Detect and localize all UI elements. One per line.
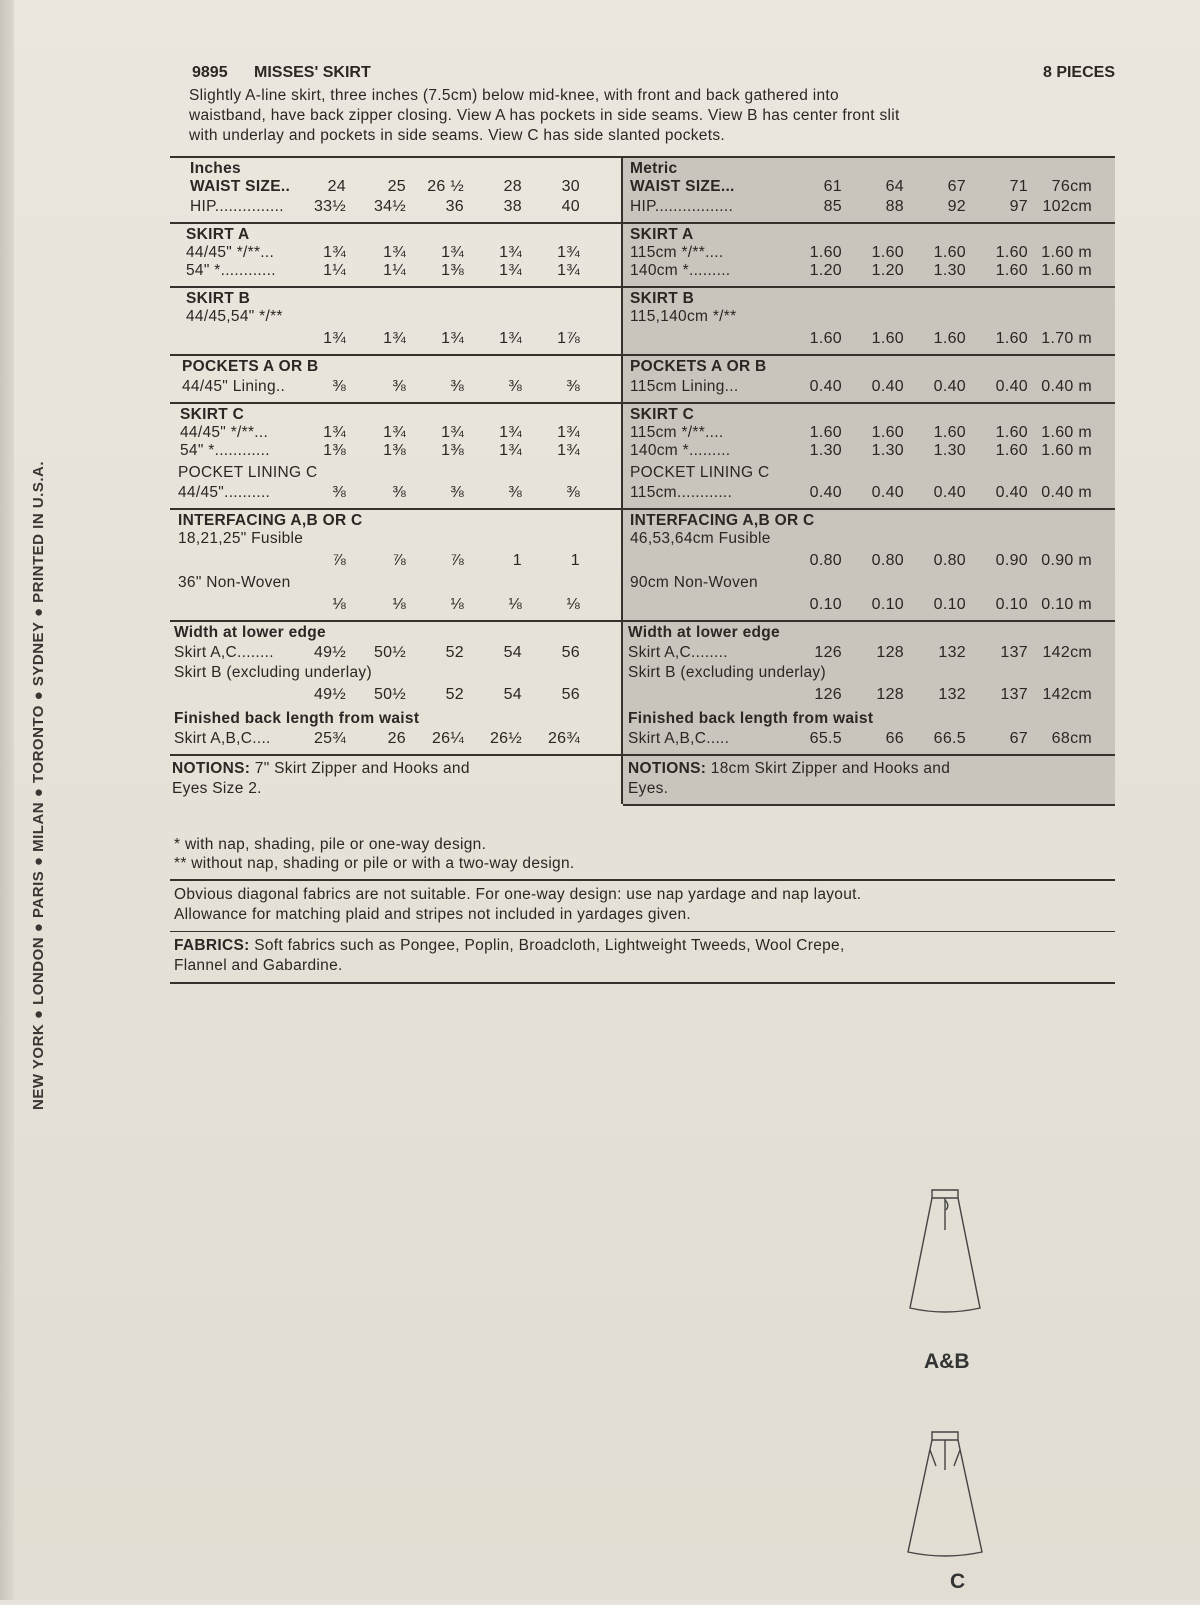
width-b-value: 52 [445, 686, 464, 703]
metric-width-ac-value: 137 [1000, 644, 1028, 661]
table-rule [170, 222, 1115, 224]
table-rule [170, 156, 1115, 158]
metric-skirt-c-value: 1.60 [995, 424, 1028, 441]
metric-skirt-a-value: 1.60 [933, 244, 966, 261]
metric-skirt-b-label: 115,140cm */** [630, 308, 737, 325]
metric-skirt-c-value: 1.60 [995, 442, 1028, 459]
header-row [170, 62, 1115, 86]
width-ac-value: 49½ [313, 644, 346, 661]
pattern-number: 9895 [192, 64, 228, 81]
metric-width-ac-label: Skirt A,C........ [628, 644, 728, 661]
metric-skirt-c-value: 1.60 m [1041, 424, 1092, 441]
metric-interfacing-fusible-value: 0.80 [933, 552, 966, 569]
pocket-lining-c-value: ⅜ [332, 484, 346, 501]
divider [170, 879, 1115, 881]
metric-skirt-a-value: 1.30 [933, 262, 966, 279]
metric-pocket-lining-c-value: 0.40 [809, 484, 842, 501]
inches-waist-value: 28 [503, 178, 522, 195]
metric-interfacing-fusible-value: 0.80 [809, 552, 842, 569]
metric-pocket-lining-c-label: 115cm............ [630, 484, 733, 501]
interfacing-fusible-value: ⅞ [332, 552, 346, 569]
width-b-value: 56 [561, 686, 580, 703]
metric-length-value: 66.5 [933, 730, 966, 747]
inches-hip-label: HIP............... [190, 198, 284, 215]
notions-text: 7" Skirt Zipper and Hooks and [254, 760, 470, 777]
metric-skirt-a-value: 1.20 [809, 262, 842, 279]
metric-skirt-b-title: SKIRT B [630, 290, 695, 307]
footnote-without-nap: ** without nap, shading or pile or with a two-way design. [174, 855, 575, 872]
skirt-a-value: 1¾ [557, 244, 580, 261]
interfacing-nonwoven-value: ⅛ [508, 596, 522, 613]
diagonal-note-line: Obvious diagonal fabrics are not suitable. For one-way design: use nap yardage and nap layout. [174, 885, 862, 903]
metric-skirt-a-value: 1.60 [995, 262, 1028, 279]
metric-pockets-ab-title: POCKETS A OR B [630, 358, 767, 375]
skirt-a-value: 1⅜ [441, 262, 464, 279]
skirt-b-label: 44/45,54" */** [186, 308, 283, 325]
table-rule [170, 508, 1115, 510]
divider [170, 931, 1115, 933]
interfacing-nonwoven-value: ⅛ [450, 596, 464, 613]
skirt-c-value: 1¾ [499, 442, 522, 459]
skirt-c-row-label: 44/45" */**... [180, 424, 269, 441]
interfacing-title: INTERFACING A,B OR C [178, 512, 363, 529]
pocket-lining-c-value: ⅜ [508, 484, 522, 501]
inches-waist-value: 30 [561, 178, 580, 195]
interfacing-fusible-value: ⅞ [450, 552, 464, 569]
metric-interfacing-nonwoven-label: 90cm Non-Woven [630, 574, 758, 591]
skirt-sketches-svg [900, 1170, 1020, 1600]
metric-pockets-ab-value: 0.40 m [1041, 378, 1092, 395]
inches-hip-value: 33½ [313, 198, 346, 215]
skirt-a-value: 1¾ [383, 244, 406, 261]
metric-hip-value: 85 [823, 198, 842, 215]
instructions-sheet [170, 62, 1115, 808]
metric-width-ac-value: 132 [938, 644, 966, 661]
pocket-lining-c-title: POCKET LINING C [178, 464, 318, 481]
interfacing-nonwoven-value: ⅛ [566, 596, 580, 613]
skirt-b-value: 1¾ [383, 330, 406, 347]
metric-pocket-lining-c-title: POCKET LINING C [630, 464, 770, 481]
width-ac-value: 52 [445, 644, 464, 661]
length-value: 26 [387, 730, 406, 747]
inches-hip-value: 40 [561, 198, 580, 215]
metric-pocket-lining-c-value: 0.40 [933, 484, 966, 501]
skirt-a-value: 1¾ [499, 244, 522, 261]
column-divider [621, 158, 623, 804]
interfacing-fusible-value: ⅞ [392, 552, 406, 569]
length-value: 26½ [489, 730, 522, 747]
width-ac-value: 50½ [373, 644, 406, 661]
skirt-a-value: 1¾ [499, 262, 522, 279]
metric-waist-value: 71 [1009, 178, 1028, 195]
metric-skirt-a-value: 1.60 [995, 244, 1028, 261]
metric-width-b-value: 132 [938, 686, 966, 703]
metric-pockets-ab-value: 0.40 [871, 378, 904, 395]
skirt-ab-sketch [910, 1190, 980, 1312]
metric-pockets-ab-value: 0.40 [995, 378, 1028, 395]
skirt-a-row-label: 54" *............ [186, 262, 276, 279]
envelope-edge [0, 0, 14, 1600]
skirt-b-value: 1¾ [441, 330, 464, 347]
yardage-table [170, 158, 1115, 808]
metric-skirt-b-value: 1.60 [933, 330, 966, 347]
notions-label: NOTIONS: [172, 760, 251, 777]
skirt-a-title: SKIRT A [186, 226, 250, 243]
skirt-c-value: 1⅜ [383, 442, 406, 459]
metric-hip-value: 92 [947, 198, 966, 215]
interfacing-fusible-value: 1 [570, 552, 580, 569]
metric-skirt-a-value: 1.60 m [1041, 244, 1092, 261]
skirt-c-value: 1¾ [323, 424, 346, 441]
skirt-c-title: SKIRT C [180, 406, 245, 423]
pockets-ab-title: POCKETS A OR B [182, 358, 319, 375]
metric-skirt-b-value: 1.60 [871, 330, 904, 347]
metric-notions-text: Eyes. [628, 780, 669, 797]
metric-width-ac-value: 128 [876, 644, 904, 661]
metric-pockets-ab-value: 0.40 [809, 378, 842, 395]
inches-waist-value: 26 ½ [427, 178, 464, 195]
table-rule [623, 804, 1115, 806]
description-line: waistband, have back zipper closing. View A has pockets in side seams. View B has center front slit [189, 107, 900, 124]
table-rule [170, 620, 1115, 622]
metric-skirt-a-value: 1.60 m [1041, 262, 1092, 279]
notions [172, 760, 470, 778]
inches-waist-value: 25 [387, 178, 406, 195]
skirt-c-value: 1¾ [441, 424, 464, 441]
metric-waist-value: 64 [885, 178, 904, 195]
metric-interfacing-nonwoven-value: 0.10 [995, 596, 1028, 613]
skirt-b-value: 1¾ [499, 330, 522, 347]
view-sketches [900, 1170, 1020, 1600]
metric-length-title: Finished back length from waist [628, 710, 874, 727]
metric-pocket-lining-c-value: 0.40 [871, 484, 904, 501]
pockets-ab-value: ⅜ [392, 378, 406, 395]
inches-hip-value: 36 [445, 198, 464, 215]
inches-hip-value: 38 [503, 198, 522, 215]
diagonal-note [174, 885, 1115, 925]
pocket-lining-c-value: ⅜ [392, 484, 406, 501]
metric-waist-label: WAIST SIZE... [630, 178, 735, 195]
pattern-title: MISSES' SKIRT [254, 64, 371, 81]
skirt-a-value: 1¼ [383, 262, 406, 279]
interfacing-nonwoven-value: ⅛ [332, 596, 346, 613]
table-rule [170, 286, 1115, 288]
metric-hip-value: 102cm [1042, 198, 1092, 215]
inches-hip-value: 34½ [373, 198, 406, 215]
metric-hip-label: HIP................. [630, 198, 734, 215]
metric-length-value: 68cm [1051, 730, 1092, 747]
table-rule [170, 354, 1115, 356]
metric-interfacing-fusible-label: 46,53,64cm Fusible [630, 530, 771, 547]
skirt-a-value: 1¼ [323, 262, 346, 279]
metric-notions-label: NOTIONS: [628, 760, 707, 777]
metric-interfacing-fusible-value: 0.90 m [1041, 552, 1092, 569]
pockets-ab-value: ⅜ [450, 378, 464, 395]
metric-notions [628, 760, 950, 778]
metric-pocket-lining-c-value: 0.40 m [1041, 484, 1092, 501]
metric-skirt-c-value: 1.60 m [1041, 442, 1092, 459]
description [189, 86, 1115, 146]
metric-skirt-b-value: 1.70 m [1041, 330, 1092, 347]
skirt-b-value: 1¾ [323, 330, 346, 347]
divider [170, 982, 1115, 984]
metric-width-b-value: 137 [1000, 686, 1028, 703]
interfacing-nonwoven-label: 36" Non-Woven [178, 574, 291, 591]
metric-skirt-c-value: 1.60 [933, 424, 966, 441]
metric-interfacing-nonwoven-value: 0.10 [871, 596, 904, 613]
inches-waist-value: 24 [327, 178, 346, 195]
diagonal-note-line: Allowance for matching plaid and stripes not included in yardages given. [174, 905, 692, 923]
fabrics-text: Soft fabrics such as Pongee, Poplin, Broadcloth, Lightweight Tweeds, Wool Crepe, [254, 937, 845, 955]
metric-hip-value: 97 [1009, 198, 1028, 215]
width-b-value: 49½ [313, 686, 346, 703]
pockets-ab-value: ⅜ [508, 378, 522, 395]
metric-skirt-c-row-label: 140cm *......... [630, 442, 731, 459]
metric-width-title: Width at lower edge [628, 624, 780, 641]
skirt-c-sketch [908, 1432, 982, 1556]
skirt-a-value: 1¾ [441, 244, 464, 261]
metric-waist-value: 67 [947, 178, 966, 195]
fabrics-note [174, 936, 1115, 976]
width-b-value: 54 [503, 686, 522, 703]
printed-locations-text: NEW YORK ● LONDON ● PARIS ● MILAN ● TORONTO ● SYDNEY ● PRINTED IN U.S.A. [30, 460, 47, 1110]
skirt-a-value: 1¾ [323, 244, 346, 261]
metric-hip-value: 88 [885, 198, 904, 215]
metric-skirt-c-value: 1.30 [809, 442, 842, 459]
metric-interfacing-title: INTERFACING A,B OR C [630, 512, 815, 529]
metric-skirt-a-value: 1.20 [871, 262, 904, 279]
fabrics-label: FABRICS: [174, 937, 250, 955]
metric-pocket-lining-c-value: 0.40 [995, 484, 1028, 501]
metric-label: Metric [630, 160, 678, 177]
length-title: Finished back length from waist [174, 710, 420, 727]
width-ac-value: 54 [503, 644, 522, 661]
metric-skirt-c-value: 1.60 [871, 424, 904, 441]
metric-width-b-value: 142cm [1042, 686, 1092, 703]
metric-notions-text: 18cm Skirt Zipper and Hooks and [710, 760, 951, 777]
description-line: Slightly A-line skirt, three inches (7.5cm) below mid-knee, with front and back gathered into [189, 87, 839, 104]
pocket-lining-c-value: ⅜ [450, 484, 464, 501]
metric-skirt-c-value: 1.30 [871, 442, 904, 459]
metric-width-ac-value: 142cm [1042, 644, 1092, 661]
skirt-b-value: 1⅞ [557, 330, 580, 347]
pieces-count: 8 PIECES [1042, 64, 1115, 81]
skirt-c-value: 1⅜ [323, 442, 346, 459]
skirt-c-value: 1¾ [499, 424, 522, 441]
metric-length-value: 67 [1009, 730, 1028, 747]
footer-notes [170, 835, 1115, 988]
interfacing-fusible-value: 1 [512, 552, 522, 569]
width-ac-value: 56 [561, 644, 580, 661]
metric-interfacing-fusible-value: 0.80 [871, 552, 904, 569]
metric-waist-value: 61 [823, 178, 842, 195]
notions-text: Eyes Size 2. [172, 780, 262, 797]
pocket-lining-c-label: 44/45".......... [178, 484, 271, 501]
skirt-a-row-label: 44/45" */**... [186, 244, 275, 261]
skirt-c-value: 1¾ [383, 424, 406, 441]
metric-width-b-value: 128 [876, 686, 904, 703]
footnote-nap: * with nap, shading, pile or one-way design. [174, 836, 487, 853]
length-label: Skirt A,B,C.... [174, 730, 271, 747]
fabrics-text: Flannel and Gabardine. [174, 957, 343, 975]
skirt-a-value: 1¾ [557, 262, 580, 279]
skirt-c-value: 1¾ [557, 424, 580, 441]
pockets-ab-value: ⅜ [566, 378, 580, 395]
metric-skirt-c-row-label: 115cm */**.... [630, 424, 724, 441]
width-b-value: 50½ [373, 686, 406, 703]
metric-length-value: 65.5 [809, 730, 842, 747]
metric-skirt-a-title: SKIRT A [630, 226, 694, 243]
length-value: 25¾ [313, 730, 346, 747]
metric-skirt-b-value: 1.60 [809, 330, 842, 347]
inches-label: Inches [190, 160, 241, 177]
table-rule [170, 402, 1115, 404]
metric-skirt-a-row-label: 115cm */**.... [630, 244, 724, 261]
metric-skirt-a-row-label: 140cm *......... [630, 262, 731, 279]
length-value: 26¾ [547, 730, 580, 747]
metric-interfacing-nonwoven-value: 0.10 m [1041, 596, 1092, 613]
metric-pockets-ab-value: 0.40 [933, 378, 966, 395]
pockets-ab-value: ⅜ [332, 378, 346, 395]
metric-length-value: 66 [885, 730, 904, 747]
skirt-c-row-label: 54" *............ [180, 442, 270, 459]
pockets-ab-label: 44/45" Lining.. [182, 378, 286, 395]
width-ac-label: Skirt A,C........ [174, 644, 274, 661]
metric-interfacing-fusible-value: 0.90 [995, 552, 1028, 569]
skirt-c-value: 1¾ [557, 442, 580, 459]
view-c-label: C [950, 1570, 966, 1593]
metric-width-b-value: 126 [814, 686, 842, 703]
metric-skirt-b-value: 1.60 [995, 330, 1028, 347]
metric-waist-value: 76cm [1051, 178, 1092, 195]
view-ab-label: A&B [924, 1350, 970, 1373]
metric-skirt-a-value: 1.60 [871, 244, 904, 261]
description-line: with underlay and pockets in side seams. View C has side slanted pockets. [189, 127, 725, 144]
skirt-b-title: SKIRT B [186, 290, 251, 307]
metric-interfacing-nonwoven-value: 0.10 [933, 596, 966, 613]
pocket-lining-c-value: ⅜ [566, 484, 580, 501]
skirt-c-value: 1⅜ [441, 442, 464, 459]
inches-waist-label: WAIST SIZE.. [190, 178, 291, 195]
metric-skirt-c-title: SKIRT C [630, 406, 695, 423]
metric-skirt-c-value: 1.30 [933, 442, 966, 459]
metric-length-label: Skirt A,B,C..... [628, 730, 730, 747]
width-b-label: Skirt B (excluding underlay) [174, 664, 372, 681]
interfacing-nonwoven-value: ⅛ [392, 596, 406, 613]
length-value: 26¼ [431, 730, 464, 747]
metric-interfacing-nonwoven-value: 0.10 [809, 596, 842, 613]
metric-pockets-ab-label: 115cm Lining... [630, 378, 739, 395]
table-rule [170, 754, 1115, 756]
metric-width-b-label: Skirt B (excluding underlay) [628, 664, 826, 681]
interfacing-fusible-label: 18,21,25" Fusible [178, 530, 304, 547]
metric-skirt-c-value: 1.60 [809, 424, 842, 441]
metric-width-ac-value: 126 [814, 644, 842, 661]
metric-skirt-a-value: 1.60 [809, 244, 842, 261]
width-title: Width at lower edge [174, 624, 326, 641]
